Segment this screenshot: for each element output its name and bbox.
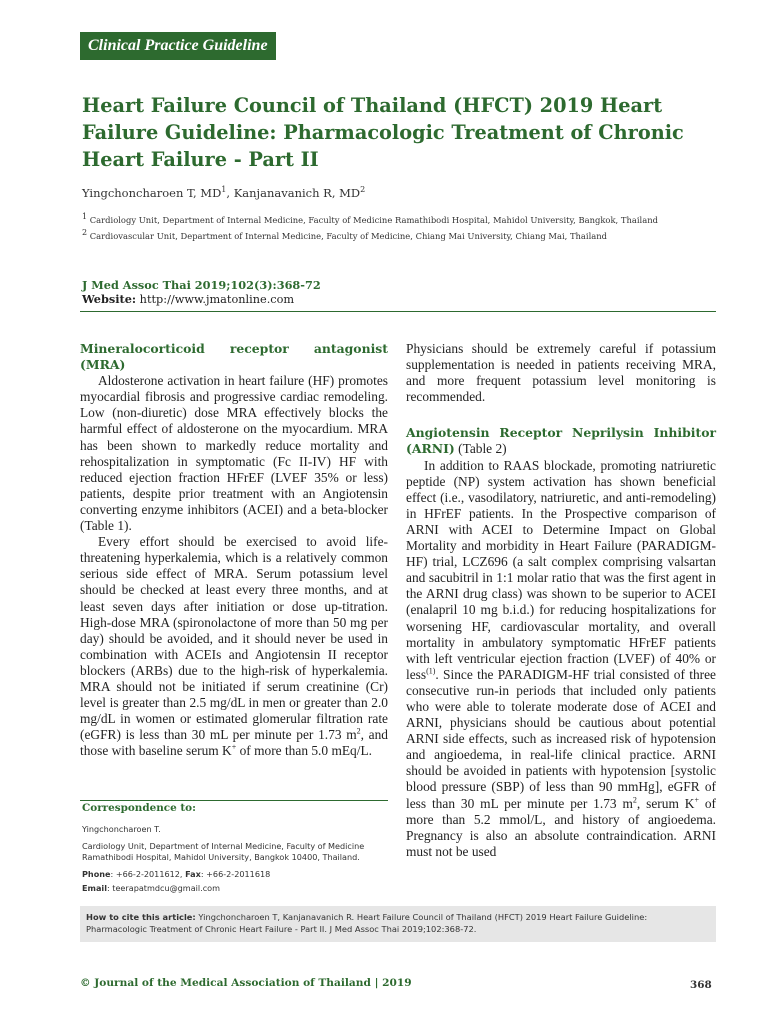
page-number: 368 — [690, 979, 712, 991]
email-label: Email — [82, 883, 107, 894]
journal-reference: J Med Assoc Thai 2019;102(3):368-72 — [82, 278, 321, 292]
paragraph — [406, 458, 716, 860]
paragraph-text: of more than 5.2 mmol/L, and history of angioedema. Pregnancy is also an absolute contraindication. ARNI must not be used — [406, 795, 716, 859]
paragraph-text: of more than 5.0 mEq/L. — [236, 743, 372, 759]
paragraph-text: , serum K — [636, 795, 695, 811]
superscript: + — [694, 795, 699, 805]
fax-number: : +66-2-2011618 — [200, 868, 271, 879]
correspondence-divider — [80, 800, 388, 801]
paragraph-text: In addition to RAAS blockade, promoting natriuretic peptide (NP) system activation has shown beneficial effect (i.e., vasodilatory, natriuretic, and anti-remodeling) in HFrEF patients. In the Prospective comparison of ARNI with ACEI to Determine Impact on Global Mortality and morbidity in Heart Failure (PARADIGM-HF) trial, LCZ696 (a salt complex comprising valsartan and sacubitril in 1:1 molar ratio that was the first agent in the ARNI drug class) was shown to be superior to ACEI (enalapril 10 mg b.i.d.) for reducing hospitalizations for worsening HF, cardiovascular mortality, and overall mortality in ambulatory symptomatic HFrEF patients with left ventricular ejection fraction (LVEF) of 40% or less — [406, 457, 716, 682]
paragraph — [80, 534, 388, 759]
affiliation-text: Cardiology Unit, Department of Internal Medicine, Faculty of Medicine Ramathibodi Hospital, Mahidol University, Bangkok, Thailand — [89, 215, 658, 225]
citation-box — [80, 906, 716, 942]
footer-copyright: © Journal of the Medical Association of Thailand | 2019 — [80, 977, 412, 989]
paragraph: Aldosterone activation in heart failure (HF) promotes myocardial fibrosis and progressive cardiac remodeling. Low (non-diuretic) dose MRA effectively blocks the harmful effect of aldosterone on the myocardium. MRA has been shown to markedly reduce mortality and rehospitalization in symptomatic (Fc II-IV) HF with reduced ejection fraction HFrEF (LVEF 35% or less) patients, despite prior treatment with an Angiotensin converting enzyme inhibitors (ACEI) and a beta-blocker (Table 1). — [80, 373, 388, 534]
section-heading-mra: Mineralocorticoid receptor antagonist (MRA) — [80, 341, 388, 373]
superscript: 2 — [632, 795, 637, 805]
affiliation-marker: 1 — [221, 185, 227, 195]
correspondence-box — [82, 803, 386, 894]
website-link[interactable]: http://www.jmatonline.com — [136, 293, 295, 306]
website-line — [82, 292, 294, 306]
affiliation-1 — [82, 212, 658, 225]
paragraph-text: , and those with baseline serum K — [80, 727, 388, 759]
paragraph: Physicians should be extremely careful if potassium supplementation is needed in patients receiving MRA, and more frequent potassium level monitoring is recommended. — [406, 341, 716, 405]
right-column — [406, 341, 716, 860]
article-type-badge: Clinical Practice Guideline — [80, 32, 276, 60]
affiliation-number: 2 — [82, 228, 88, 238]
section-heading-arni — [406, 425, 716, 457]
affiliation-2 — [82, 228, 608, 241]
affiliation-number: 1 — [82, 212, 88, 222]
correspondence-name: Yingchoncharoen T. — [82, 824, 161, 835]
correspondence-heading: Correspondence to: — [82, 802, 196, 814]
header-divider — [80, 311, 716, 312]
fax-label: Fax — [185, 868, 201, 879]
author-list — [82, 186, 365, 200]
table-reference: (Table 2) — [454, 441, 507, 457]
correspondence-email — [82, 883, 386, 894]
affiliation-marker: 2 — [360, 185, 366, 195]
heading-text: Angiotensin Receptor Neprilysin Inhibitor (ARNI) — [406, 425, 716, 457]
citation-label: How to cite this article: — [86, 912, 196, 922]
correspondence-phone — [82, 869, 386, 880]
phone-number: : +66-2-2011612, — [110, 868, 186, 879]
affiliation-text: Cardiovascular Unit, Department of Internal Medicine, Faculty of Medicine, Chiang Mai University, Chiang Mai, Thailand — [89, 231, 608, 241]
phone-label: Phone — [82, 868, 111, 879]
superscript: 2 — [356, 726, 361, 736]
author-separator: , — [226, 186, 234, 200]
website-label: Website: — [82, 292, 137, 306]
superscript: + — [231, 742, 237, 752]
left-column — [80, 341, 388, 759]
paragraph-text: . Since the PARADIGM-HF trial consisted of three consecutive run-in periods that included only patients who were able to tolerate moderate dose of ACEI and ARNI, physicians should be cautious about potential ARNI side effects, such as increased risk of hypotension and angioedema, in real-life clinical practice. ARNI should be avoided in patients with hypotension [systolic blood pressure (SBP) of less than 90 mmHg], eGFR of less than 30 mL per minute per 1.73 m — [406, 666, 716, 811]
paragraph-text: Every effort should be exercised to avoid life-threatening hyperkalemia, which is a relatively common serious side effect of MRA. Serum potassium level should be checked at least every three months, and at least seven days after initiation or dose up-titration. High-dose MRA (spironolactone of more than 50 mg per day) should be avoided, and it should never be used in combination with ACEIs and Angiotensin II receptor blockers (ARBs) due to the high-risk of hyperkalemia. MRA should not be initiated if serum creatinine (Cr) level is greater than 2.5 mg/dL in men or greater than 2.0 mg/dL in women or estimated glomerular filtration rate (eGFR) is less than 30 mL per minute per 1.73 m — [80, 534, 388, 743]
email-address[interactable]: : teerapatmdcu@gmail.com — [106, 883, 221, 894]
correspondence-address: Cardiology Unit, Department of Internal Medicine, Faculty of Medicine Ramathibodi Hospital, Mahidol University, Bangkok 10400, Thailand. — [82, 840, 365, 863]
citation-ref: (1) — [426, 666, 436, 676]
author-name: Yingchoncharoen T, MD — [82, 186, 222, 200]
citation-text: Yingchoncharoen T, Kanjanavanich R. Heart Failure Council of Thailand (HFCT) 2019 Heart Failure Guideline: Pharmacologic Treatment of Chronic Heart Failure - Part II. J Med Assoc Thai 2019;102:368-72. — [86, 912, 648, 935]
author-name: Kanjanavanich R, MD — [233, 186, 361, 200]
article-title: Heart Failure Council of Thailand (HFCT) 2019 Heart Failure Guideline: Pharmacologic Treatment of Chronic Heart Failure - Part II — [82, 94, 684, 171]
